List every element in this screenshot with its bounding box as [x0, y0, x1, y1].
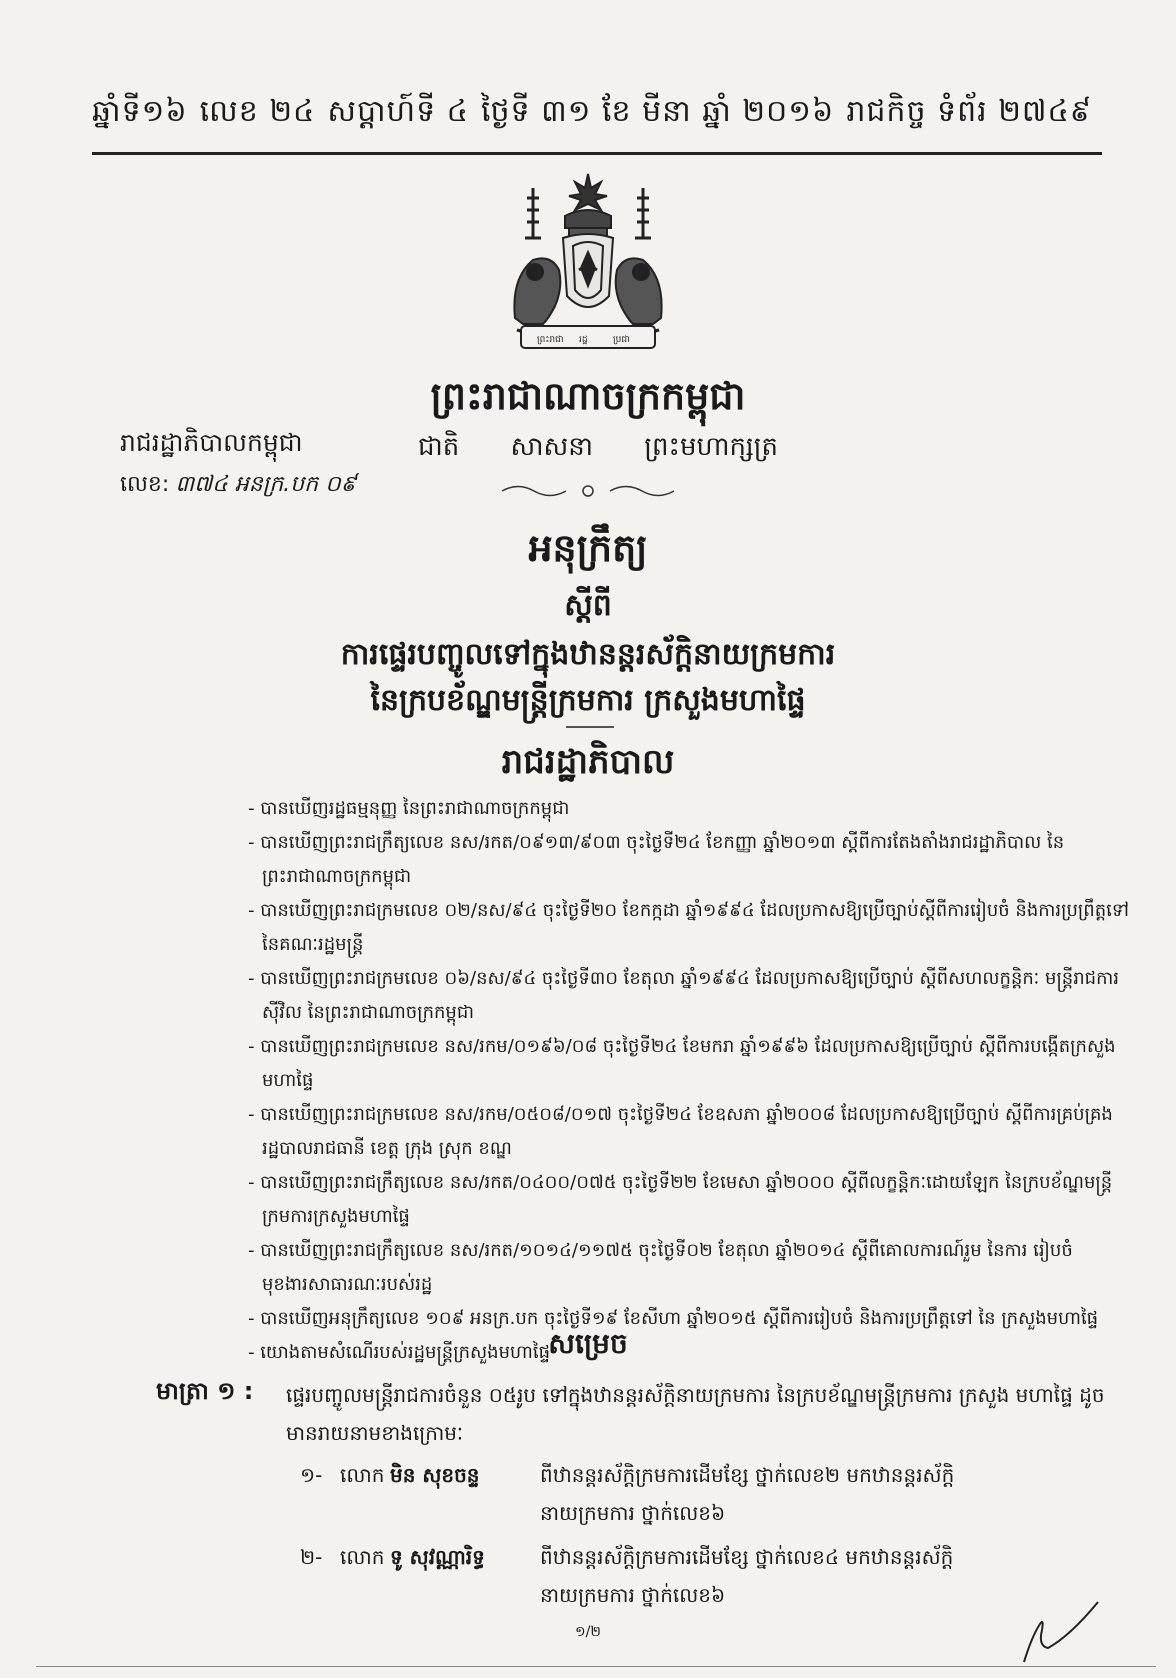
entry-name: ទូ សុវណ្ណារិទ្ធ — [390, 1545, 485, 1569]
page-number: ១/២ — [575, 1624, 601, 1640]
document-number-label: លេខ: — [120, 472, 170, 497]
handwritten-initial-icon — [1018, 1596, 1102, 1668]
header-date: ថ្ងៃទី ៣១ ខែ មីនា ឆ្នាំ ២០១៦ — [480, 94, 835, 129]
decision-heading: សម្រេច — [548, 1327, 628, 1360]
entry-description-line-1: ពីឋានន្តរស័ក្តិក្រមការដើមខ្សែ ថ្នាក់លេខ២ មកឋានន្តរស័ក្តិ — [540, 1463, 955, 1487]
emblem-banner-right: ប្រជា — [613, 335, 630, 345]
emblem-banner-center: រដ្ឋ — [579, 335, 588, 345]
consideration-item: - បានឃើញព្រះរាជក្រឹត្យលេខ នស/រកត/១០១៤/១១៧៥ ចុះថ្ងៃទី០២ ខែតុលា ឆ្នាំ២០១៤ ស្តីពីគោលការណ៍រួម នៃការ រៀបចំមុខងារសាធារណៈរបស់រដ្ឋ — [248, 1234, 1138, 1302]
issuer-heading: រាជរដ្ឋាភិបាល — [501, 742, 675, 782]
subject-line-1: ការផ្ទេរបញ្ចូលទៅក្នុងឋានន្តរស័ក្តិនាយក្រមការ — [340, 637, 836, 672]
motto-nation: ជាតិ — [418, 432, 460, 462]
considerations-list — [248, 792, 1138, 1370]
entry-title: លោក — [340, 1463, 385, 1487]
list-item — [300, 1538, 1140, 1614]
entry-number: ២- — [300, 1545, 323, 1569]
document-type: អនុក្រឹត្យ — [528, 526, 648, 570]
article-1-label: មាត្រា ១ : — [156, 1377, 254, 1405]
entry-description — [540, 1456, 1140, 1532]
consideration-item: - បានឃើញព្រះរាជក្រឹត្យលេខ នស/រកត/០៤០០/០៧៥ ចុះថ្ងៃទី២២ ខែមេសា ឆ្នាំ២០០០ ស្តីពីលក្ខន្តិកៈដោយឡែក នៃក្របខ័ណ្ឌមន្ត្រីក្រមការក្រសួងមហាផ្ទៃ — [248, 1166, 1138, 1234]
header-rule — [92, 152, 1102, 155]
entry-title: លោក — [340, 1545, 385, 1569]
entry-number: ១- — [300, 1463, 323, 1487]
subject-line-2: នៃក្របខ័ណ្ឌមន្ត្រីក្រមការ ក្រសួងមហាផ្ទៃ — [370, 683, 806, 718]
consideration-item: - បានឃើញព្រះរាជក្រមលេខ នស/រកម/០១៩៦/០៨ ចុះថ្ងៃទី២៤ ខែមករា ឆ្នាំ១៩៩៦ ដែលប្រកាសឱ្យប្រើច្បាប់ ស្តីពីការបង្កើតក្រសួងមហាផ្ទៃ — [248, 1030, 1138, 1098]
document-about: ស្តីពី — [564, 588, 612, 623]
ornamental-flourish-icon — [498, 482, 678, 500]
consideration-item: - បានឃើញព្រះរាជក្រមលេខ នស/រកម/០៥០៨/០១៧ ចុះថ្ងៃទី២៤ ខែឧសភា ឆ្នាំ២០០៨ ដែលប្រកាសឱ្យប្រើច្បាប់ ស្តីពីការគ្រប់គ្រងរដ្ឋបាលរាជធានី ខេត្ត ក្រុង ស្រុក ខណ្ឌ — [248, 1098, 1138, 1166]
gazette-header — [92, 92, 1092, 136]
emblem-banner-left: ព្រះរាជា — [537, 335, 564, 345]
consideration-item: - បានឃើញព្រះរាជក្រឹត្យលេខ នស/រកត/០៩១៣/៩០៣ ចុះថ្ងៃទី២៤ ខែកញ្ញា ឆ្នាំ២០១៣ ស្តីពីការតែងតាំងរាជរដ្ឋាភិបាល នៃព្រះរាជាណាចក្រកម្ពុជា — [248, 826, 1138, 894]
issuing-body-name: រាជរដ្ឋាភិបាលកម្ពុជា — [120, 428, 303, 457]
document-subject — [0, 632, 1176, 724]
header-issue: លេខ ២៤ — [199, 94, 316, 129]
footer-rule — [36, 1666, 1156, 1667]
list-item — [300, 1456, 1140, 1532]
consideration-item: - បានឃើញព្រះរាជក្រមលេខ ០២/នស/៩៤ ចុះថ្ងៃទី២០ ខែកក្កដា ឆ្នាំ១៩៩៤ ដែលប្រកាសឱ្យប្រើច្បាប់ស្តីពីការរៀបចំ និងការប្រព្រឹត្តទៅ នៃគណៈរដ្ឋមន្ត្រី — [248, 894, 1138, 962]
entry-description-line-2: នាយក្រមការ ថ្នាក់លេខ៦ — [540, 1501, 726, 1525]
article-1-text: ផ្ទេរបញ្ចូលមន្ត្រីរាជការចំនួន ០៥រូប ទៅក្នុងឋានន្តរស័ក្តិនាយក្រមការ នៃក្របខ័ណ្ឌមន្ត្រីក្រមការ ក្រសួង មហាផ្ទៃ ដូចមានរាយនាមខាងក្រោមៈ — [286, 1383, 1105, 1445]
consideration-item: - យោងតាមសំណើរបស់រដ្ឋមន្ត្រីក្រសួងមហាផ្ទៃ — [248, 1336, 1138, 1370]
entry-name: មិន សុខចន្ទ — [390, 1463, 480, 1487]
document-number — [120, 470, 356, 502]
consideration-item: - បានឃើញព្រះរាជក្រមលេខ ០៦/នស/៩៤ ចុះថ្ងៃទី៣០ ខែតុលា ឆ្នាំ១៩៩៤ ដែលប្រកាសឱ្យប្រើច្បាប់ ស្តីពីសហលក្ខន្តិកៈ មន្ត្រីរាជការស៊ីវិល នៃព្រះរាជាណាចក្រកម្ពុជា — [248, 962, 1138, 1030]
consideration-item: - បានឃើញអនុក្រឹត្យលេខ ១០៩ អនក្រ.បក ចុះថ្ងៃទី១៩ ខែសីហា ឆ្នាំ២០១៥ ស្តីពីការរៀបចំ និងការប្រព្រឹត្តទៅ នៃ ក្រសួងមហាផ្ទៃ — [248, 1302, 1138, 1336]
entry-description-line-1: ពីឋានន្តរស័ក្តិក្រមការដើមខ្សែ ថ្នាក់លេខ៤ មកឋានន្តរស័ក្តិ — [540, 1545, 954, 1569]
subject-divider — [566, 726, 614, 728]
motto-religion: សាសនា — [510, 432, 594, 462]
header-year: ឆ្នាំទី១៦ — [92, 94, 188, 129]
entry-description-line-2: នាយក្រមការ ថ្នាក់លេខ៦ — [540, 1583, 726, 1607]
header-gazette-page: រាជកិច្ច ទំព័រ ២៧៤៩ — [846, 94, 1092, 129]
document-number-value: ៣៧៤ អនក្រ.បក ០៩ — [175, 472, 357, 497]
national-motto — [418, 430, 778, 468]
motto-king: ព្រះមហាក្សត្រ — [644, 432, 778, 462]
kingdom-name: ព្រះរាជាណាចក្រកម្ពុជា — [430, 374, 746, 418]
consideration-item: - បានឃើញរដ្ឋធម្មនុញ្ញ នៃព្រះរាជាណាចក្រកម្ពុជា — [248, 792, 1138, 826]
header-week: សប្តាហ៍ទី ៤ — [327, 94, 469, 129]
royal-coat-of-arms-icon — [503, 168, 673, 360]
